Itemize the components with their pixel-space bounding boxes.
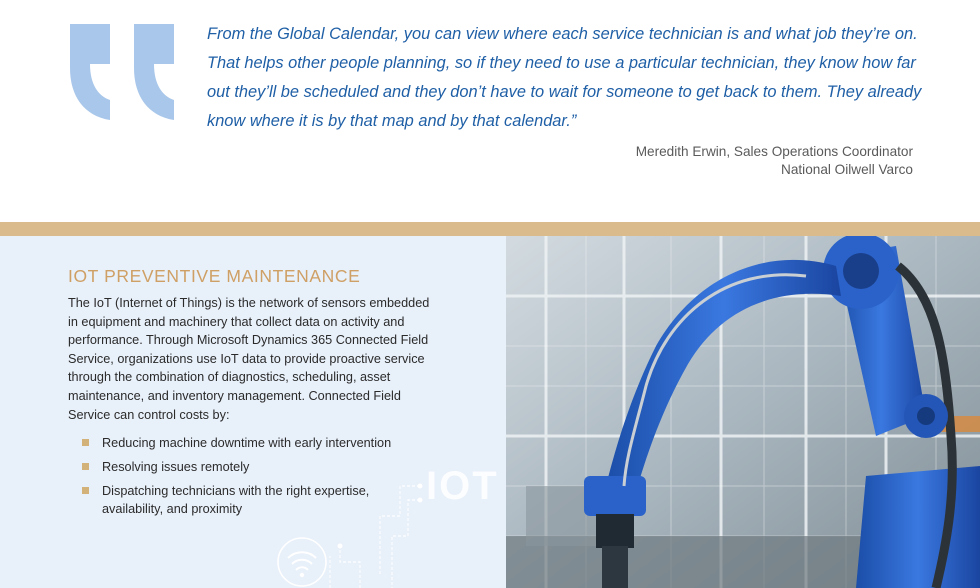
robot-arm-illustration xyxy=(506,236,980,588)
list-item-text: Reducing machine downtime with early intervention xyxy=(102,436,392,450)
quote-author: Meredith Erwin, Sales Operations Coordinator xyxy=(635,144,913,159)
section-divider xyxy=(0,222,980,236)
quotation-mark-icon xyxy=(70,24,182,120)
robot-arm-photo xyxy=(506,236,980,588)
list-item-text: Resolving issues remotely xyxy=(102,460,250,474)
section-title: IOT PREVENTIVE MAINTENANCE xyxy=(68,266,361,286)
testimonial-section xyxy=(0,0,980,222)
quote-company: National Oilwell Varco xyxy=(781,162,913,177)
bullet-square-icon xyxy=(82,463,89,470)
iot-info-panel xyxy=(0,236,506,588)
bullet-square-icon xyxy=(82,487,89,494)
wifi-icon xyxy=(278,538,326,586)
list-item-text: Dispatching technicians with the right expertise, availability, and proximity xyxy=(102,484,370,516)
list-item xyxy=(82,434,412,452)
attribution xyxy=(636,143,913,179)
bullet-square-icon xyxy=(82,439,89,446)
quote-text: From the Global Calendar, you can view where each service technician is and what job they’re on. That helps other people planning, so if they need to use a particular technician, they know how far out they’ll be scheduled and they don’t have to wait for someone to get back to them. They already know where it is by that map and by that calendar.” xyxy=(207,25,922,130)
section-body: The IoT (Internet of Things) is the network of sensors embedded in equipment and machinery that collect data on activity and performance. Through Microsoft Dynamics 365 Connected Field Service, organizations use IoT data to provide proactive service through the combination of diagnostics, scheduling, asset maintenance, and inventory management. Connected Field Service can control costs by: xyxy=(68,296,430,422)
iot-watermark: IOT xyxy=(426,464,499,508)
